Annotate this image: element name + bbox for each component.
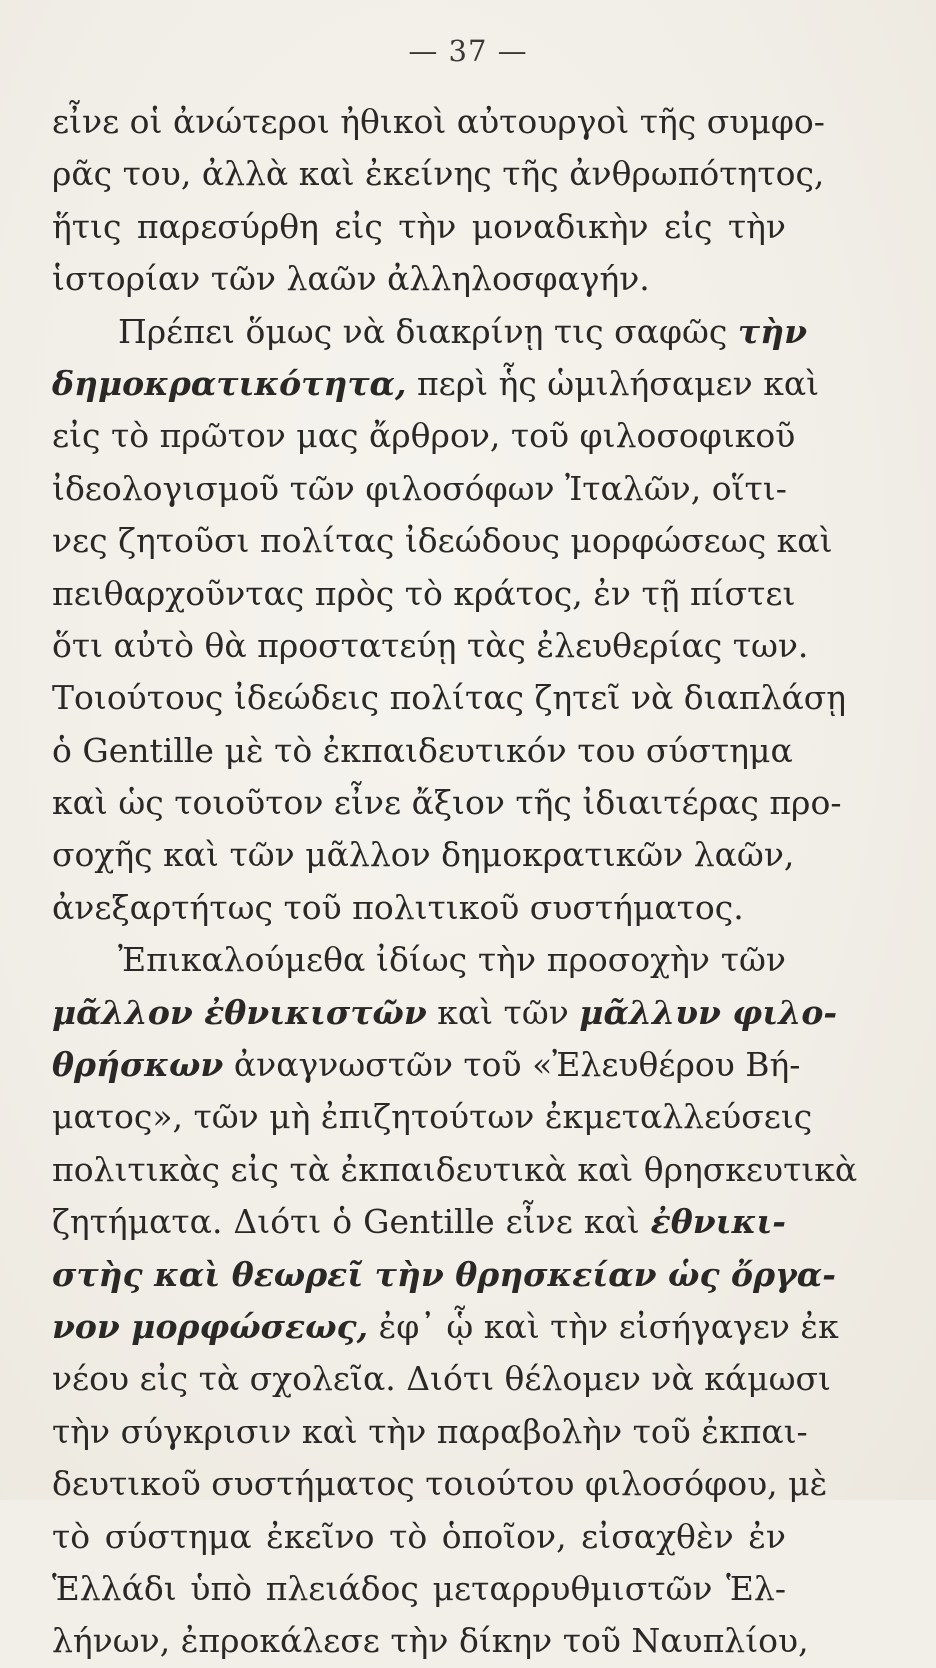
text-line: δευτικοῦ συστήματος τοιούτου φιλοσόφου, μὲ <box>52 1464 828 1504</box>
text-run: καὶ τῶν <box>437 992 569 1032</box>
emphasis-text: τὴν <box>737 311 807 351</box>
text-line <box>52 1196 786 1248</box>
text-line: εἰς τὸ πρῶτον μας ἄρθρον, τοῦ φιλοσοφικοῦ <box>52 416 796 456</box>
text-line <box>52 1301 839 1353</box>
text-line: καὶ ὡς τοιοῦτον εἶνε ἄξιον τῆς ἰδιαιτέρας προ- <box>52 783 842 823</box>
text-line: λήνων, ἐπροκάλεσε τὴν δίκην τοῦ Ναυπλίου, <box>52 1621 809 1661</box>
text-line: τὴν σύγκρισιν καὶ τὴν παραβολὴν τοῦ ἐκπαι- <box>52 1411 808 1451</box>
text-line: ἱστορίαν τῶν λαῶν ἀλληλοσφαγήν. <box>52 259 650 299</box>
text-line: πολιτικὰς εἰς τὰ ἐκπαιδευτικὰ καὶ θρησκευτικὰ <box>52 1149 858 1189</box>
text-run: ζητήματα. Διότι ὁ Gentille εἶνε καὶ <box>52 1202 640 1242</box>
text-line: ὅτι αὐτὸ θὰ προστατεύῃ τὰς ἐλευθερίας των. <box>52 625 809 665</box>
text-run: ἀναγνωστῶν τοῦ «Ἐλευθέρου Βή- <box>233 1045 801 1085</box>
text-run: περὶ ἧς ὡμιλήσαμεν καὶ <box>416 363 820 403</box>
text-line: Ἐπικαλούμεθα ἰδίως τὴν προσοχὴν τῶν <box>118 940 786 980</box>
body-text <box>52 96 858 1668</box>
emphasis-text: μᾶλλυν φιλο- <box>579 992 838 1032</box>
text-line: ὁ Gentille μὲ τὸ ἐκπαιδευτικόν του σύστημα <box>52 730 793 770</box>
text-run: Πρέπει ὅμως νὰ διακρίνῃ τις σαφῶς <box>118 311 728 351</box>
text-line: ἥτις παρεσύρθη εἰς τὴν μοναδικὴν εἰς τὴν <box>52 206 786 246</box>
text-line: ἀνεξαρτήτως τοῦ πολιτικοῦ συστήματος. <box>52 887 744 927</box>
emphasis-text: μᾶλλον ἐθνικιστῶν <box>52 992 427 1032</box>
text-line: νέου εἰς τὰ σχολεῖα. Διότι θέλομεν νὰ κάμωσι <box>52 1359 831 1399</box>
text-line: Ἑλλάδι ὑπὸ πλειάδος μεταρρυθμιστῶν Ἑλ- <box>52 1568 786 1608</box>
text-line: σοχῆς καὶ τῶν μᾶλλον δημοκρατικῶν λαῶν, <box>52 835 795 875</box>
text-line: εἶνε οἱ ἀνώτεροι ἠθικοὶ αὐτουργοὶ τῆς συμφο- <box>52 102 825 141</box>
emphasis-text: δημοκρατικότητα, <box>52 363 407 403</box>
text-line <box>52 358 820 410</box>
page-number: — 37 — <box>408 34 528 68</box>
text-line: πειθαρχοῦντας πρὸς τὸ κράτος, ἐν τῇ πίστει <box>52 573 796 613</box>
text-run: ἐφ᾽ ᾧ καὶ τὴν εἰσήγαγεν ἐκ <box>378 1306 839 1346</box>
text-line: Τοιούτους ἰδεώδεις πολίτας ζητεῖ νὰ διαπλάσῃ <box>52 678 847 718</box>
text-line <box>52 306 807 358</box>
text-line: τὸ σύστημα ἐκεῖνο τὸ ὁποῖον, εἰσαχθὲν ἐν <box>52 1516 786 1556</box>
text-line: ἰδεολογισμοῦ τῶν φιλοσόφων Ἰταλῶν, οἵτι- <box>52 468 787 508</box>
emphasis-text: θρήσκων <box>52 1045 224 1085</box>
text-line <box>52 1039 801 1091</box>
text-line <box>52 987 838 1039</box>
emphasis-text: ἐθνικι- <box>650 1202 786 1242</box>
text-line: νες ζητοῦσι πολίτας ἰδεώδους μορφώσεως καὶ <box>52 521 833 561</box>
emphasis-text: νον μορφώσεως, <box>52 1306 369 1346</box>
text-line: στὴς καὶ θεωρεῖ τὴν θρησκείαν ὡς ὄργα- <box>52 1254 836 1294</box>
text-line: ρᾶς του, ἀλλὰ καὶ ἐκείνης τῆς ἀνθρωπότητος, <box>52 154 825 194</box>
text-line: ματος», τῶν μὴ ἐπιζητούτων ἐκμεταλλεύσεις <box>52 1097 813 1137</box>
